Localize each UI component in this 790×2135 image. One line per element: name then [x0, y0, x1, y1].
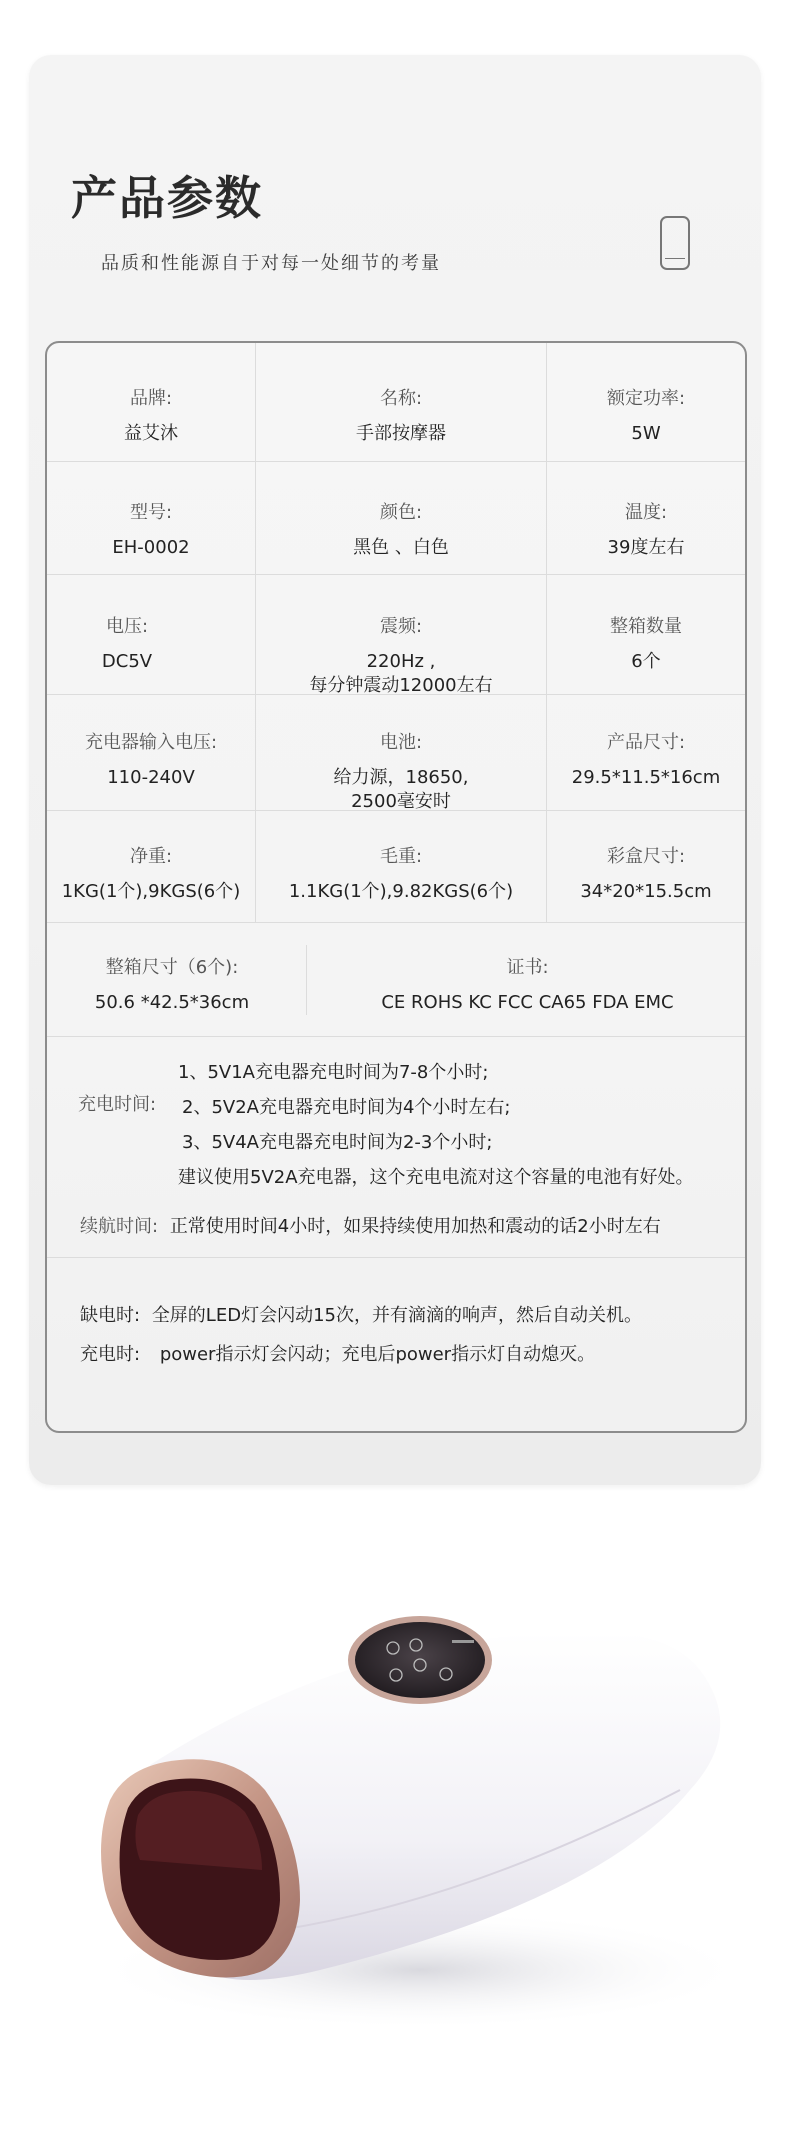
charger-value: 110-240V — [107, 767, 195, 788]
certificate-value: CE ROHS KC FCC CA65 FDA EMC — [381, 992, 674, 1013]
brand-label: 品牌: — [129, 388, 173, 409]
giftbox-size-cell — [547, 842, 745, 904]
charging-lines — [178, 1055, 694, 1195]
size-value: 29.5*11.5*16cm — [571, 767, 721, 788]
battery-cell — [256, 728, 546, 814]
charging-indicator-label: 充电时: — [80, 1344, 141, 1365]
charging-indicator-row — [80, 1340, 595, 1366]
phone-outline-icon — [660, 216, 690, 270]
endurance-row — [80, 1212, 661, 1238]
row-divider — [47, 1036, 745, 1037]
temp-label: 温度: — [624, 502, 668, 523]
gross-weight-label: 毛重: — [379, 846, 423, 867]
size-cell — [547, 728, 745, 790]
certificate-label: 证书: — [506, 957, 549, 978]
power-label: 额定功率: — [606, 388, 686, 409]
name-value: 手部按摩器 — [356, 423, 446, 444]
power-value: 5W — [631, 423, 661, 444]
power-cell — [547, 384, 745, 446]
voltage-value: DC5V — [101, 651, 153, 672]
charging-label: 充电时间: — [78, 1094, 157, 1115]
hand-massager-image — [0, 1500, 790, 2135]
model-value: EH-0002 — [112, 537, 190, 558]
gross-weight-value: 1.1KG(1个),9.82KGS(6个) — [288, 881, 514, 902]
voltage-label: 电压: — [105, 616, 149, 637]
box-qty-cell — [547, 612, 745, 674]
vibration-cell — [256, 612, 546, 698]
page-subtitle: 品质和性能源自于对每一处细节的考量 — [101, 253, 441, 274]
brand-value: 益艾沐 — [124, 423, 178, 444]
net-weight-value: 1KG(1个),9KGS(6个) — [61, 881, 241, 902]
net-weight-label: 净重: — [129, 846, 173, 867]
charger-label: 充电器输入电压: — [84, 732, 218, 753]
row-divider — [47, 461, 745, 462]
battery-value-2: 2500毫安时 — [351, 791, 451, 812]
color-label: 颜色: — [379, 502, 423, 523]
name-cell — [256, 384, 546, 446]
certificate-cell — [310, 953, 745, 1015]
voltage-cell — [47, 612, 207, 674]
box-qty-label: 整箱数量 — [610, 616, 682, 637]
low-battery-label: 缺电时: — [80, 1305, 141, 1326]
row-divider — [47, 922, 745, 923]
carton-size-value: 50.6 *42.5*36cm — [94, 992, 250, 1013]
charging-line: 3、5V4A充电器充电时间为2-3个小时; — [182, 1132, 493, 1153]
endurance-value: 正常使用时间4小时，如果持续使用加热和震动的话2小时左右 — [169, 1216, 661, 1237]
model-cell — [47, 498, 255, 560]
carton-size-cell — [47, 953, 297, 1015]
model-label: 型号: — [129, 502, 173, 523]
temp-cell — [547, 498, 745, 560]
row-divider — [47, 574, 745, 575]
carton-size-label: 整箱尺寸（6个): — [105, 957, 239, 978]
col-divider — [306, 945, 307, 1015]
name-label: 名称: — [379, 388, 423, 409]
color-cell — [256, 498, 546, 560]
low-battery-row — [80, 1301, 642, 1327]
vibration-value-2: 每分钟震动12000左右 — [309, 675, 493, 696]
row-divider — [47, 1257, 745, 1258]
low-battery-value: 全屏的LED灯会闪动15次，并有滴滴的响声，然后自动关机。 — [151, 1305, 642, 1326]
page-title: 产品参数 — [71, 171, 263, 225]
giftbox-size-label: 彩盒尺寸: — [606, 846, 686, 867]
charging-line: 建议使用5V2A充电器，这个充电电流对这个容量的电池有好处。 — [178, 1167, 694, 1188]
giftbox-size-value: 34*20*15.5cm — [580, 881, 712, 902]
net-weight-cell — [47, 842, 255, 904]
endurance-label: 续航时间: — [80, 1216, 159, 1237]
battery-label: 电池: — [379, 732, 423, 753]
temp-value: 39度左右 — [607, 537, 685, 558]
charger-cell — [47, 728, 255, 790]
charging-line: 1、5V1A充电器充电时间为7-8个小时; — [178, 1062, 489, 1083]
vibration-value-1: 220Hz , — [366, 651, 436, 672]
color-value: 黑色 、白色 — [353, 537, 449, 558]
box-qty-value: 6个 — [631, 651, 661, 672]
charging-line: 2、5V2A充电器充电时间为4个小时左右; — [182, 1097, 511, 1118]
gross-weight-cell — [256, 842, 546, 904]
size-label: 产品尺寸: — [606, 732, 686, 753]
vibration-label: 震频: — [379, 616, 423, 637]
battery-value-1: 给力源，18650, — [333, 767, 469, 788]
brand-cell — [47, 384, 255, 446]
charging-indicator-value: power指示灯会闪动；充电后power指示灯自动熄灭。 — [159, 1344, 596, 1365]
